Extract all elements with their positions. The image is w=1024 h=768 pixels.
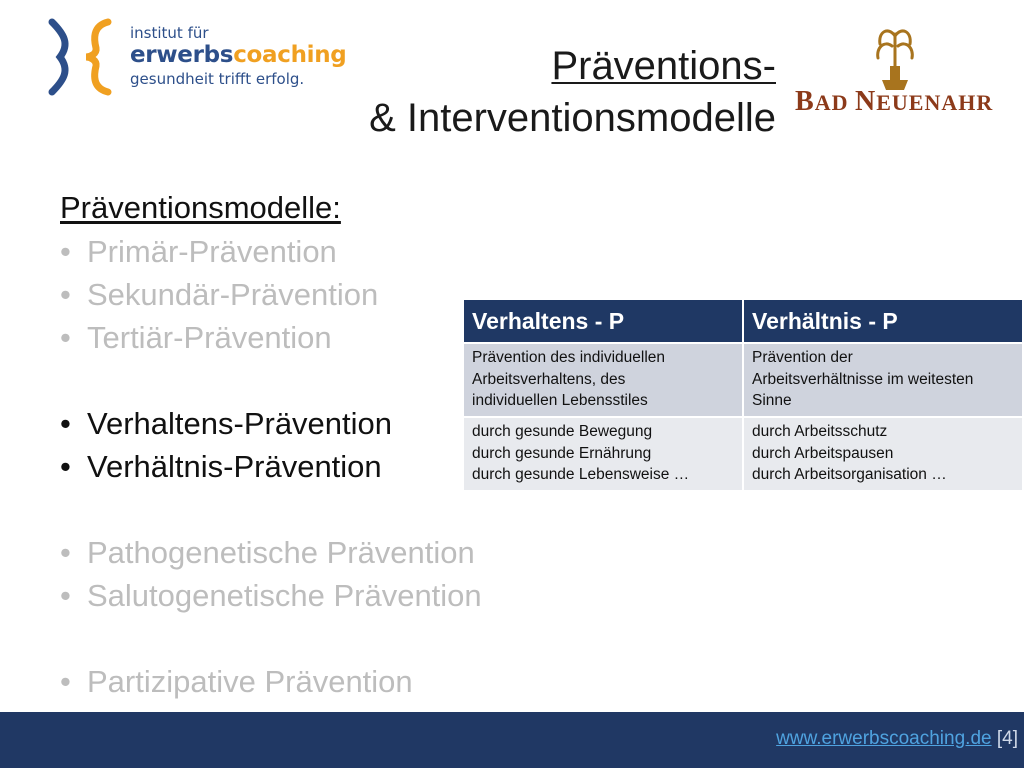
website-link[interactable]: www.erwerbscoaching.de — [776, 728, 992, 749]
cell-line: Prävention der — [752, 349, 853, 366]
list-item: • Sekundär-Prävention — [60, 273, 482, 316]
logo-line-2-highlight: coaching — [233, 42, 347, 68]
title-line-1: Präventions- — [551, 44, 776, 88]
footer-bar — [0, 712, 1024, 768]
logo-line-2 — [130, 42, 346, 69]
list-item: • Verhältnis-Prävention — [60, 445, 482, 488]
cell-line: durch Arbeitspausen — [752, 444, 894, 462]
table-header-row — [463, 299, 1023, 343]
list-item: • Pathogenetische Prävention — [60, 531, 482, 574]
logo-line-2-main: erwerbs — [130, 42, 234, 68]
page-number: [4] — [991, 728, 1018, 749]
bn-rest-1: AD — [814, 90, 855, 115]
logo-line-3: gesundheit trifft erfolg. — [130, 70, 305, 88]
bn-initial-1: B — [795, 86, 815, 117]
prevention-models-list — [60, 188, 482, 703]
footer-text — [776, 728, 1018, 750]
table-row — [463, 343, 1023, 417]
table-cell — [463, 417, 743, 491]
cell-line: durch gesunde Bewegung — [472, 423, 653, 440]
list-spacer — [60, 359, 482, 402]
cell-line: Prävention des individuellen — [472, 349, 666, 366]
comparison-table — [462, 298, 1024, 492]
bad-neuenahr-logo — [795, 86, 993, 118]
list-spacer — [60, 488, 482, 531]
table-cell — [743, 343, 1023, 417]
title-line-2: & Interventionsmodelle — [369, 96, 776, 140]
table-cell — [463, 343, 743, 417]
erwerbscoaching-logo-icon — [46, 16, 118, 98]
cell-line: durch Arbeitsorganisation … — [752, 466, 947, 483]
cell-line: durch Arbeitsschutz — [752, 423, 888, 440]
logo-line-1: institut für — [130, 24, 209, 42]
list-heading: Präventionsmodelle: — [60, 190, 341, 225]
list-item: • Salutogenetische Prävention — [60, 574, 482, 617]
bn-initial-2: N — [854, 86, 877, 117]
table-header-verhaeltnis: Verhältnis - P — [743, 299, 1023, 343]
list-item: • Verhaltens-Prävention — [60, 402, 482, 445]
list-item: • Tertiär-Prävention — [60, 316, 482, 359]
cell-line: durch gesunde Ernährung — [472, 444, 652, 462]
table-header-verhaltens: Verhaltens - P — [463, 299, 743, 343]
list-item: • Primär-Prävention — [60, 230, 482, 273]
bn-rest-2: EUENAHR — [876, 90, 994, 115]
cell-line: Arbeitsverhältnisse im weitesten — [752, 370, 974, 388]
cell-line: durch gesunde Lebensweise … — [472, 466, 690, 483]
table-row — [463, 417, 1023, 491]
list-item: • Partizipative Prävention — [60, 660, 482, 703]
table-cell — [743, 417, 1023, 491]
cell-line: Arbeitsverhaltens, des — [472, 370, 626, 388]
page-title — [369, 40, 776, 144]
fountain-icon — [870, 24, 920, 92]
cell-line: Sinne — [752, 392, 792, 409]
erwerbscoaching-logo-text — [130, 24, 346, 89]
list-spacer — [60, 617, 482, 660]
cell-line: individuellen Lebensstiles — [472, 392, 648, 409]
